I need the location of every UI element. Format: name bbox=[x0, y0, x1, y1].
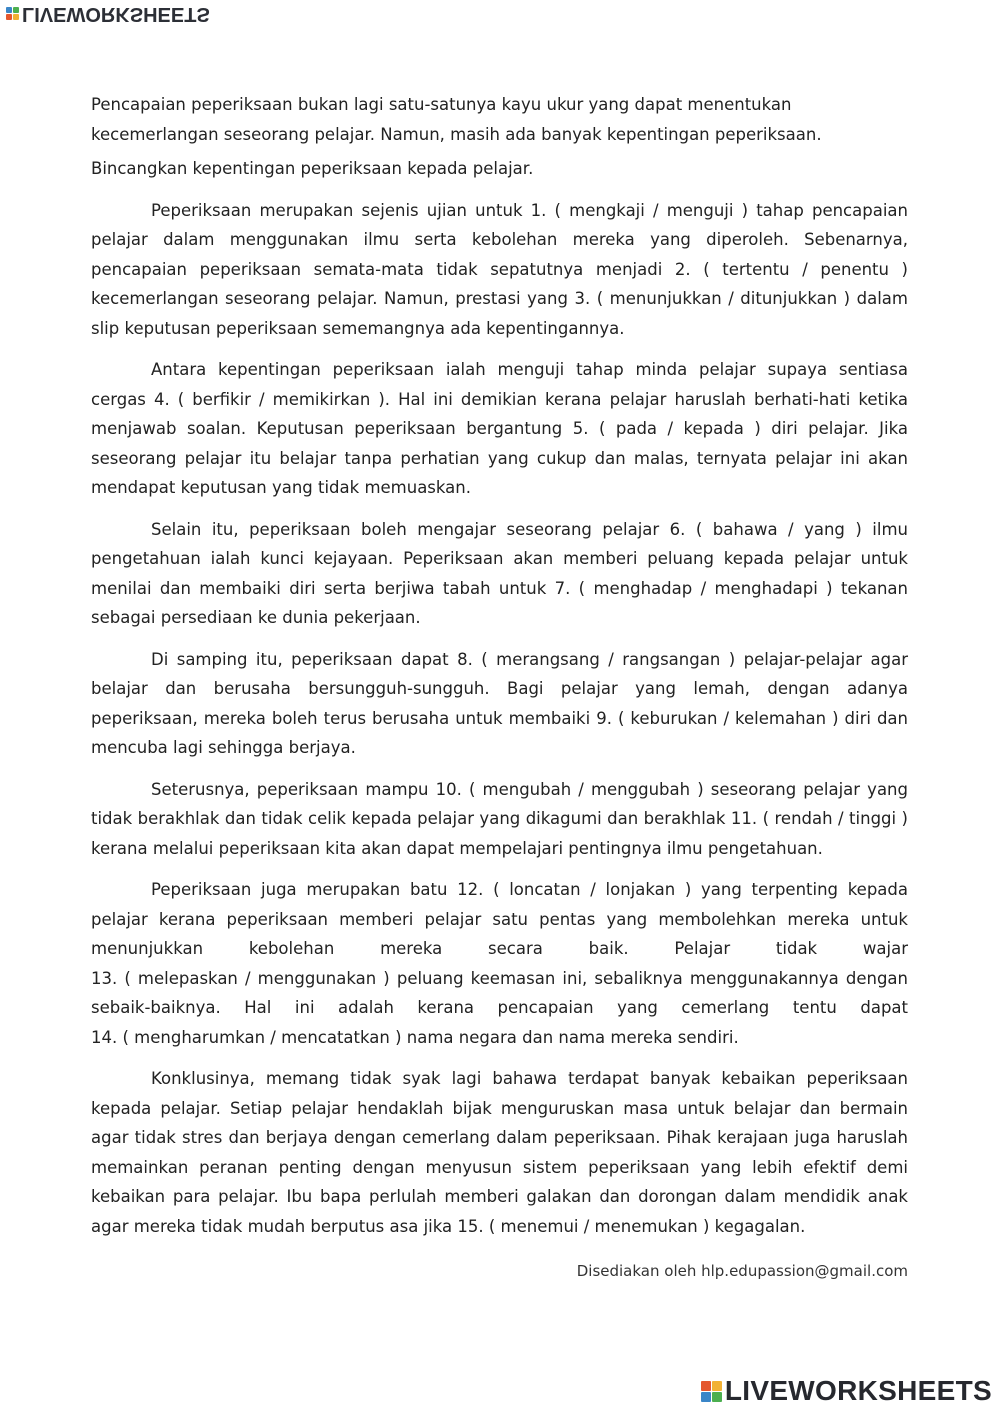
essay-body bbox=[91, 196, 908, 1242]
brand-blocks-icon bbox=[6, 7, 19, 20]
paragraph-text: Peperiksaan juga merupakan batu bbox=[151, 880, 458, 899]
paragraph-text: Antara kepentingan peperiksaan ialah menguji tahap minda pelajar supaya sentiasa cergas bbox=[91, 360, 908, 409]
choice-option[interactable]: 12. ( loncatan / lonjakan ) bbox=[457, 880, 692, 899]
essay-paragraph bbox=[91, 1064, 908, 1241]
paragraph-text: diri dan mencuba lagi sehingga berjaya. bbox=[91, 708, 909, 757]
paragraph-text: diri pelajar. Jika seseorang pelajar itu belajar tanpa perhatian yang cukup dan malas, ternyata pelajar ini akan mendapat keputusan yang tidak memuaskan. bbox=[91, 419, 908, 497]
intro-text: Pencapaian peperiksaan bukan lagi satu-satunya kayu ukur yang dapat menentukan kecemerlangan seseorang pelajar. Namun, masih ada banyak kepentingan peperiksaan. bbox=[91, 95, 822, 144]
paragraph-text: tahap pencapaian pelajar dalam menggunakan ilmu serta kebolehan mereka yang diperoleh. Sebenarnya, pencapaian peperiksaan semata-mata tidak sepatutnya menjadi bbox=[91, 200, 908, 279]
essay-paragraph bbox=[91, 775, 908, 864]
paragraph-text: peluang keemasan ini, sebaliknya menggunakannya dengan sebaik-baiknya. Hal ini adalah kerana pencapaian yang cemerlang tentu dapat bbox=[91, 968, 908, 1017]
choice-option[interactable]: 3. ( menunjukkan / ditunjukkan ) bbox=[574, 289, 851, 308]
choice-option[interactable]: 5. ( pada / kepada ) bbox=[572, 419, 761, 438]
brand-logo-mirrored bbox=[6, 2, 210, 25]
essay-paragraph bbox=[91, 875, 908, 1052]
paragraph-text: seseorang pelajar yang tidak berakhlak dan tidak celik kepada pelajar yang dikagumi dan berakhlak bbox=[91, 779, 908, 828]
choice-option[interactable]: 14. ( mengharumkan / mencatatkan ) bbox=[91, 1027, 402, 1047]
choice-option[interactable]: 9. ( keburukan / kelemahan ) bbox=[596, 708, 839, 728]
paragraph-text: nama negara dan nama mereka sendiri. bbox=[401, 1027, 739, 1047]
choice-option[interactable]: 10. ( mengubah / menggubah ) bbox=[435, 779, 704, 799]
paragraph-text: ilmu pengetahuan ialah kunci kejayaan. Peperiksaan akan memberi peluang kepada pelajar untuk menilai dan membaiki diri serta berjiwa tabah untuk bbox=[91, 519, 908, 598]
paragraph-text: Seterusnya, peperiksaan mampu bbox=[151, 779, 436, 799]
paragraph-text: kegagalan. bbox=[709, 1216, 806, 1236]
brand-name-top: LIVEWORKSHEETS bbox=[22, 3, 210, 25]
choice-option[interactable]: 8. ( merangsang / rangsangan ) bbox=[457, 649, 736, 669]
choice-option[interactable]: 13. ( melepaskan / menggunakan ) bbox=[91, 968, 390, 988]
essay-paragraph bbox=[91, 515, 908, 633]
brand-blocks-icon bbox=[701, 1381, 722, 1402]
paragraph-text: Konklusinya, memang tidak syak lagi bahawa terdapat banyak kebaikan peperiksaan kepada pelajar. Setiap pelajar hendaklah bijak menguruskan masa untuk belajar dan bermain agar tidak stres dan berjaya dengan cemerlang dalam peperiksaan. Pihak kerajaan juga haruslah memainkan peranan penting dengan menyusun sistem peperiksaan yang lebih efektif demi kebaikan para pelajar. Ibu bapa perlulah memberi galakan dan dorongan dalam mendidik anak agar mereka tidak mudah berputus asa jika bbox=[91, 1069, 908, 1236]
choice-option[interactable]: 15. ( menemui / menemukan ) bbox=[457, 1216, 710, 1236]
paragraph-text: pelajar-pelajar agar belajar dan berusaha bersungguh-sungguh. Bagi pelajar yang lemah, dengan adanya peperiksaan, mereka boleh terus berusaha untuk membaiki bbox=[91, 649, 909, 728]
paragraph-text: yang terpenting kepada pelajar kerana peperiksaan memberi pelajar satu pentas yang membolehkan mereka untuk menunjukkan kebolehan mereka secara baik. Pelajar tidak wajar bbox=[91, 880, 909, 958]
choice-option[interactable]: 4. ( berfikir / memikirkan ). bbox=[153, 389, 391, 409]
essay-paragraph bbox=[91, 355, 908, 503]
credit-line: Disediakan oleh hlp.edupassion@gmail.com bbox=[576, 1262, 908, 1280]
paragraph-text: kecemerlangan seseorang pelajar. Namun, prestasi yang bbox=[91, 289, 575, 308]
paragraph-text: Selain itu, peperiksaan boleh mengajar seseorang pelajar bbox=[151, 519, 670, 539]
question-text: Bincangkan kepentingan peperiksaan kepada pelajar. bbox=[91, 159, 534, 178]
paragraph-text: tekanan sebagai persediaan ke dunia pekerjaan. bbox=[91, 578, 908, 627]
paragraph-text: Di samping itu, peperiksaan dapat bbox=[151, 649, 458, 669]
paragraph-text: Peperiksaan merupakan sejenis ujian untuk bbox=[151, 200, 531, 220]
paragraph-text: dalam slip keputusan peperiksaan sememangnya ada kepentingannya. bbox=[91, 289, 908, 338]
choice-option[interactable]: 11. ( rendah / tinggi ) bbox=[730, 809, 908, 828]
choice-option[interactable]: 1. ( mengkaji / menguji ) bbox=[530, 200, 749, 220]
essay-paragraph bbox=[91, 196, 908, 344]
paragraph-text: Hal ini demikian kerana pelajar haruslah berhati-hati ketika menjawab soalan. Keputusan peperiksaan bergantung bbox=[91, 389, 908, 438]
choice-option[interactable]: 6. ( bahawa / yang ) bbox=[669, 519, 862, 539]
brand-name: LIVEWORKSHEETS bbox=[724, 1375, 992, 1406]
choice-option[interactable]: 7. ( menghadap / menghadapi ) bbox=[554, 578, 833, 598]
essay-paragraph bbox=[91, 645, 908, 763]
choice-option[interactable]: 2. ( tertentu / penentu ) bbox=[674, 259, 908, 279]
brand-logo bbox=[701, 1375, 992, 1407]
worksheet-content bbox=[91, 90, 908, 1253]
paragraph-text: kerana melalui peperiksaan kita akan dapat mempelajari pentingnya ilmu pengetahuan. bbox=[91, 838, 823, 858]
